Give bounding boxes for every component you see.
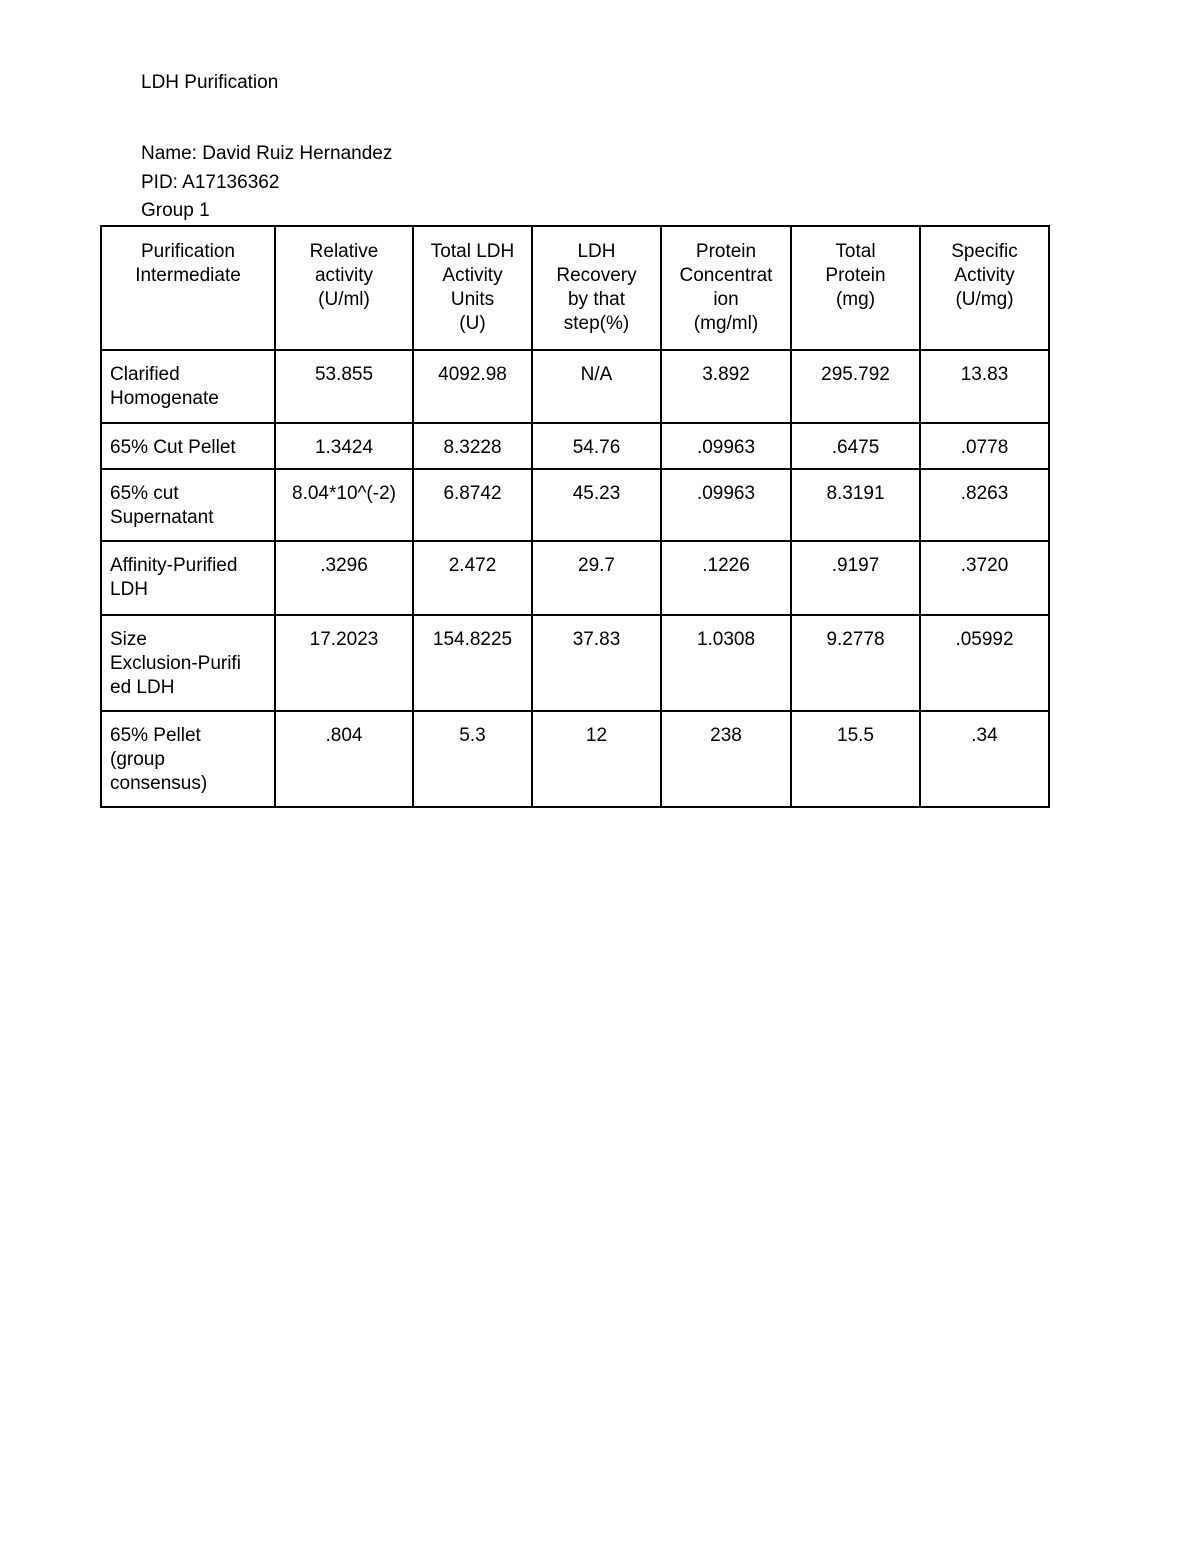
value-cell: 8.04*10^(-2) [275,469,413,541]
value-cell: N/A [532,350,661,423]
table-row [101,469,1049,541]
value-cell: .34 [920,711,1049,807]
column-header-text: Intermediate [135,265,241,286]
value-cell: .3296 [275,541,413,615]
value-cell: 15.5 [791,711,920,807]
student-pid: PID: A17136362 [141,172,280,193]
column-header-text: (mg) [835,289,876,310]
row-label-text: Supernatant [110,507,214,528]
value-cell: 29.7 [532,541,661,615]
column-header [920,226,1049,350]
value-cell: 53.855 [275,350,413,423]
table-row [101,423,1049,469]
row-label-text: 65% cut [110,483,179,504]
purification-table [100,225,1050,808]
column-header-text: Protein [695,241,757,262]
column-header-text: (U/ml) [318,289,370,310]
value-cell: 13.83 [920,350,1049,423]
value-cell: 5.3 [413,711,532,807]
table-header-row [101,226,1049,350]
column-header-text: step(%) [563,313,630,334]
column-header-text: ion [713,289,739,310]
value-cell: .9197 [791,541,920,615]
value-cell: .05992 [920,615,1049,711]
column-header-text: activity [314,265,374,286]
value-cell: .3720 [920,541,1049,615]
column-header-text: Specific [951,241,1018,262]
value-cell: 6.8742 [413,469,532,541]
column-header-text: Recovery [556,265,637,286]
column-header-text: (U/mg) [955,289,1014,310]
column-header [661,226,791,350]
column-header-text: (mg/ml) [693,313,759,334]
column-header-text: Concentrat [679,265,773,286]
group-number: Group 1 [141,200,210,221]
document-title: LDH Purification [141,72,279,93]
column-header-text: Purification [141,241,235,262]
value-cell: 1.0308 [661,615,791,711]
column-header-text: Activity [442,265,503,286]
row-label-text: LDH [110,579,149,600]
value-cell: 1.3424 [275,423,413,469]
column-header-text: Total [835,241,876,262]
value-cell: .6475 [791,423,920,469]
row-label-cell [101,350,275,423]
value-cell: 238 [661,711,791,807]
value-cell: 295.792 [791,350,920,423]
value-cell: .09963 [661,469,791,541]
value-cell: 12 [532,711,661,807]
row-label-text: consensus) [110,773,208,794]
column-header-text: Units [450,289,495,310]
value-cell: 9.2778 [791,615,920,711]
row-label-text: (group [110,749,165,770]
value-cell: 45.23 [532,469,661,541]
column-header [275,226,413,350]
row-label-cell [101,615,275,711]
column-header-text: (U) [459,313,486,334]
column-header-text: Relative [309,241,379,262]
value-cell: .0778 [920,423,1049,469]
column-header-text: Total LDH [430,241,515,262]
value-cell: 3.892 [661,350,791,423]
row-label-cell [101,423,275,469]
student-name: Name: David Ruiz Hernandez [141,143,393,164]
row-label-text: 65% Pellet [110,725,201,746]
table-row [101,615,1049,711]
row-label-text: 65% Cut Pellet [110,437,236,458]
value-cell: 37.83 [532,615,661,711]
row-label-text: Size [110,629,147,650]
value-cell: .09963 [661,423,791,469]
value-cell: 2.472 [413,541,532,615]
column-header [413,226,532,350]
value-cell: 54.76 [532,423,661,469]
row-label-text: Homogenate [110,388,219,409]
value-cell: 17.2023 [275,615,413,711]
column-header-text: by that [567,289,626,310]
column-header [532,226,661,350]
column-header-text: Activity [954,265,1015,286]
row-label-text: ed LDH [110,677,175,698]
table-row [101,541,1049,615]
value-cell: .1226 [661,541,791,615]
row-label-text: Exclusion-Purifi [110,653,241,674]
table-row [101,711,1049,807]
table-row [101,350,1049,423]
value-cell: 8.3228 [413,423,532,469]
value-cell: 8.3191 [791,469,920,541]
column-header [101,226,275,350]
table-body [101,350,1049,807]
column-header [791,226,920,350]
value-cell: 4092.98 [413,350,532,423]
row-label-cell [101,711,275,807]
row-label-text: Affinity-Purified [110,555,238,576]
value-cell: 154.8225 [413,615,532,711]
column-header-text: LDH [577,241,616,262]
column-header-text: Protein [825,265,886,286]
value-cell: .804 [275,711,413,807]
row-label-cell [101,469,275,541]
row-label-text: Clarified [110,364,180,385]
value-cell: .8263 [920,469,1049,541]
row-label-cell [101,541,275,615]
